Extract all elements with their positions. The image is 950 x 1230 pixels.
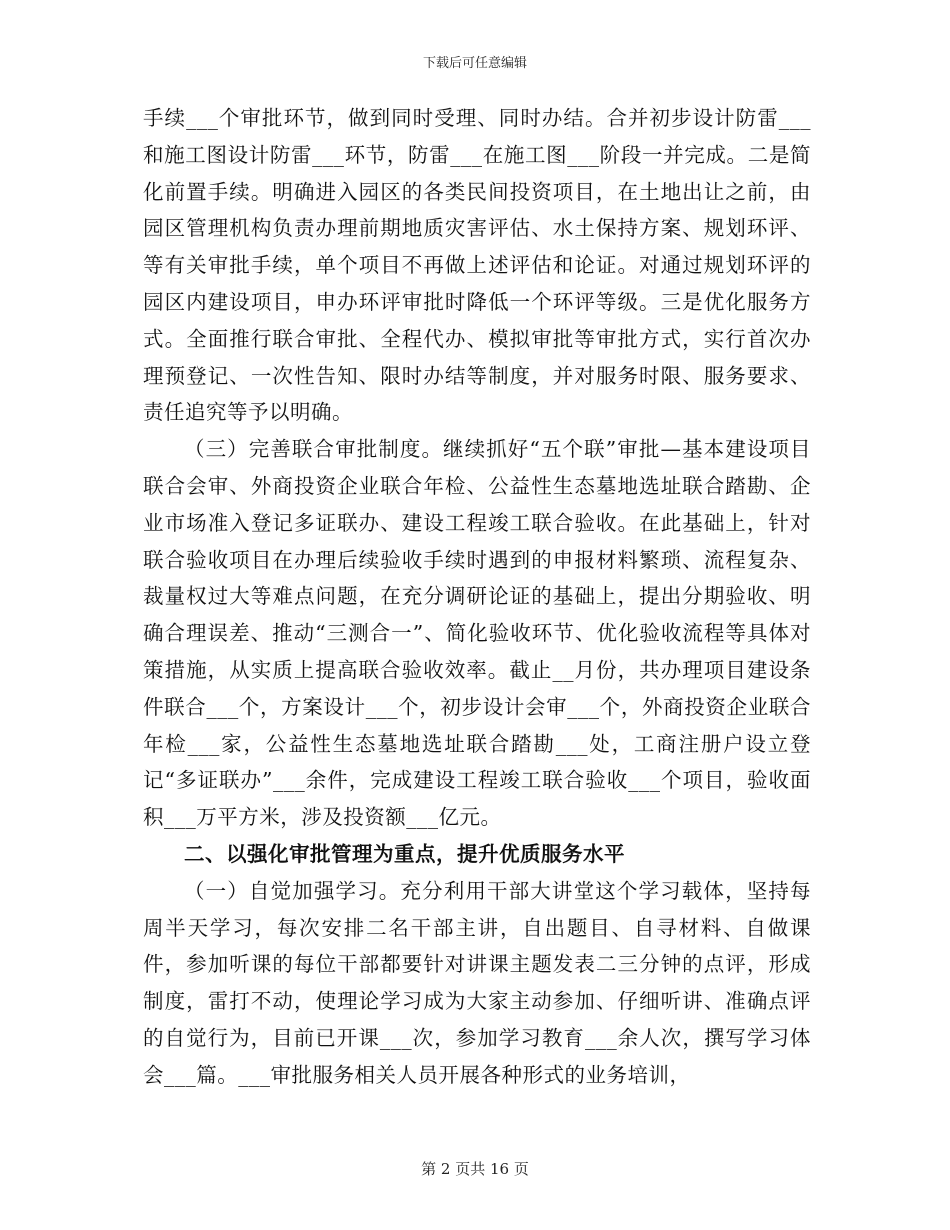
paragraph-2: （三）完善联合审批制度。继续抓好“五个联”审批—基本建设项目联合会审、外商投资企业联合年检、公益性生态墓地选址联合踏勘、企业市场准入登记多证联办、建设工程竣工联合验收。在此基础上，针对联合验收项目在办理后续验收手续时遇到的申报材料繁琐、流程复杂、裁量权过大等难点问题，在充分调研论证的基础上，提出分期验收、明确合理误差、推动“三测合一”、简化验收环节、优化验收流程等具体对策措施，从实质上提高联合验收效率。截止__月份，共办理项目建设条件联合___个，方案设计___个，初步设计会审___个，外商投资企业联合年检___家，公益性生态墓地选址联合踏勘___处，工商注册户设立登记“多证联办”___余件，完成建设工程竣工联合验收___个项目，验收面积___万平方米，涉及投资额___亿元。 [143,437,811,830]
paragraph-3: （一）自觉加强学习。充分利用干部大讲堂这个学习载体，坚持每周半天学习，每次安排二名干部主讲，自出题目、自寻材料、自做课件，参加听课的每位干部都要针对讲课主题发表二三分钟的点评，形成制度，雷打不动，使理论学习成为大家主动参加、仔细听讲、准确点评的自觉行为，目前已开课___次，参加学习教育___余人次，撰写学习体会___篇。___审批服务相关人员开展各种形式的业务培训， [143,878,811,1087]
section-heading-2: 二、以强化审批管理为重点，提升优质服务水平 [184,841,625,866]
paragraph-1: 手续___个审批环节，做到同时受理、同时办结。合并初步设计防雷___和施工图设计防雷___环节，防雷___在施工图___阶段一并完成。二是简化前置手续。明确进入园区的各类民间投资项目，在土地出让之前，由园区管理机构负责办理前期地质灾害评估、水土保持方案、规划环评、等有关审批手续，单个项目不再做上述评估和论证。对通过规划环评的园区内建设项目，申办环评审批时降低一个环评等级。三是优化服务方式。全面推行联合审批、全程代办、模拟审批等审批方式，实行首次办理预登记、一次性告知、限时办结等制度，并对服务时限、服务要求、责任追究等予以明确。 [143,106,811,425]
page-number: 第 2 页共 16 页 [421,1160,529,1178]
document-body [143,100,811,1094]
header-note: 下载后可任意编辑 [422,56,527,71]
